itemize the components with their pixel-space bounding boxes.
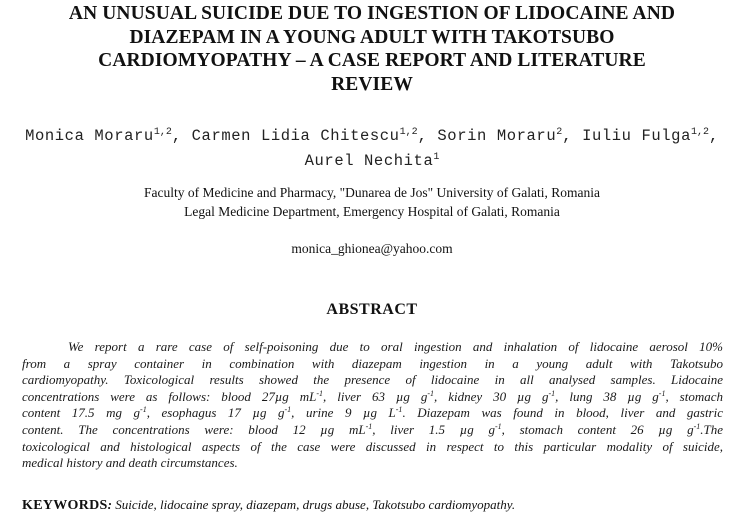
author-affiliation-mark: 2 bbox=[556, 127, 563, 138]
abstract-text: , urine 9 µg L bbox=[291, 405, 396, 421]
author-separator: , bbox=[417, 127, 438, 145]
abstract-text: , kidney 30 µg g bbox=[434, 388, 549, 404]
abstract-text: content. The concentrations were: blood 12 µg mL bbox=[22, 421, 366, 437]
abstract-text: , liver 1.5 µg g bbox=[372, 421, 495, 437]
unit-exponent: -1 bbox=[395, 405, 403, 415]
unit-exponent: -1 bbox=[284, 405, 292, 415]
unit-exponent: -1 bbox=[658, 388, 666, 398]
abstract-text: .The bbox=[700, 421, 723, 437]
affiliation: Legal Medicine Department, Emergency Hospital of Galati, Romania bbox=[184, 204, 560, 219]
unit-exponent: -1 bbox=[427, 388, 435, 398]
author-separator: , bbox=[709, 127, 719, 145]
abstract-line bbox=[22, 356, 723, 373]
author-affiliation-mark: 1,2 bbox=[399, 127, 418, 138]
unit-exponent: -1 bbox=[548, 388, 556, 398]
title-line: AN UNUSUAL SUICIDE DUE TO INGESTION OF LIDOCAINE AND bbox=[68, 3, 676, 24]
abstract-body bbox=[22, 339, 723, 472]
author-line bbox=[24, 122, 720, 172]
abstract-line bbox=[22, 439, 723, 456]
title-line: CARDIOMYOPATHY – A CASE REPORT AND LITERATURE bbox=[98, 50, 646, 71]
author-name: Iuliu Fulga bbox=[582, 127, 691, 145]
unit-exponent: -1 bbox=[316, 388, 324, 398]
title-line: DIAZEPAM IN A YOUNG ADULT WITH TAKOTSUBO bbox=[129, 26, 615, 48]
abstract-text: concentrations were as follows: blood 27µg mL bbox=[22, 388, 317, 404]
author-separator: , bbox=[562, 127, 583, 145]
abstract-line bbox=[22, 405, 723, 422]
affiliation: Faculty of Medicine and Pharmacy, "Dunarea de Jos" University of Galati, Romania bbox=[144, 185, 600, 200]
abstract-text: content 17.5 mg g bbox=[22, 405, 141, 421]
author-list bbox=[24, 122, 720, 172]
keywords bbox=[22, 496, 722, 515]
unit-exponent: -1 bbox=[693, 421, 701, 431]
author-separator: , bbox=[171, 127, 192, 145]
keywords-label: KEYWORDS bbox=[22, 498, 108, 513]
abstract-line bbox=[22, 339, 723, 356]
abstract-text: We report a rare case of self-poisoning due to oral ingestion and inhalation of lidocaine aerosol 10% bbox=[68, 339, 723, 354]
author-name: Aurel Nechita bbox=[304, 152, 434, 170]
abstract-line bbox=[22, 372, 723, 389]
author-name: Monica Moraru bbox=[25, 127, 154, 145]
abstract-line bbox=[22, 455, 723, 472]
abstract-text: , lung 38 µg g bbox=[555, 388, 659, 404]
abstract-text: medical history and death circumstances. bbox=[22, 455, 238, 471]
author-name: Sorin Moraru bbox=[437, 127, 557, 145]
unit-exponent: -1 bbox=[494, 421, 502, 431]
keywords-colon: : bbox=[107, 497, 112, 512]
abstract-line bbox=[22, 389, 723, 406]
unit-exponent: -1 bbox=[140, 405, 147, 415]
author-affiliation-mark: 1 bbox=[433, 152, 440, 163]
abstract-text: cardiomyopathy. Toxicological results showed the presence of lidocaine in all analysed samples. Lidocaine bbox=[22, 372, 723, 388]
abstract-text: toxicological and histological aspects of the case were discussed in respect to this particular modality of suicide, bbox=[22, 438, 723, 454]
abstract-text: , stomach bbox=[665, 388, 723, 404]
author-name: Carmen Lidia Chitescu bbox=[191, 127, 400, 145]
title-line: REVIEW bbox=[331, 73, 413, 95]
paper-title bbox=[20, 2, 724, 96]
keywords-text: Suicide, lidocaine spray, diazepam, drugs abuse, Takotsubo cardiomyopathy. bbox=[111, 497, 516, 512]
abstract-text: from a spray container in combination with diazepam ingestion in a young adult with Takotsubo bbox=[22, 355, 723, 371]
unit-exponent: -1 bbox=[365, 421, 373, 431]
abstract-heading: ABSTRACT bbox=[326, 301, 418, 318]
author-affiliation-mark: 1,2 bbox=[690, 127, 709, 138]
abstract-line bbox=[22, 422, 723, 439]
author-affiliation-mark: 1,2 bbox=[153, 127, 172, 138]
abstract-text: , liver 63 µg g bbox=[323, 388, 428, 404]
contact-email: monica_ghionea@yahoo.com bbox=[291, 241, 453, 256]
abstract-text: , esophagus 17 µg g bbox=[146, 405, 285, 421]
abstract-text: . Diazepam was found in blood, liver and gastric bbox=[402, 405, 723, 421]
abstract-text: , stomach content 26 µg g bbox=[501, 421, 694, 437]
